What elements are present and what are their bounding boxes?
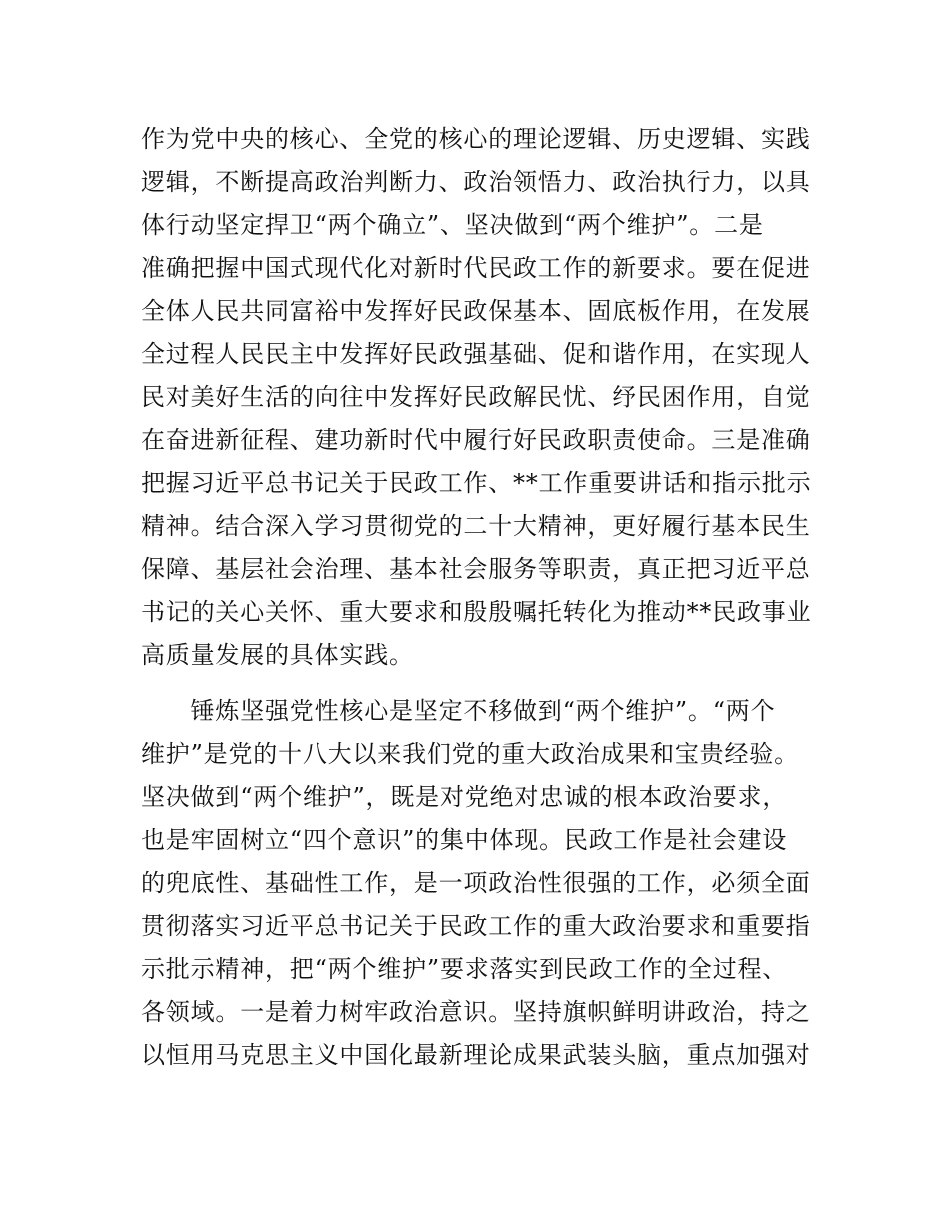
text-line: 高质量发展的具体实践。: [141, 641, 414, 669]
text-line: 把握习近平总书记关于民政工作、**工作重要讲话和指示批示: [141, 469, 812, 497]
text-line: 民对美好生活的向往中发挥好民政解民忧、纾民困作用，自觉: [141, 383, 811, 411]
text-line: 作为党中央的核心、全党的核心的理论逻辑、历史逻辑、实践: [141, 125, 811, 153]
text-line: 准确把握中国式现代化对新时代民政工作的新要求。要在促进: [141, 254, 811, 282]
paragraph-2: [141, 690, 821, 1077]
text-line: 维护”是党的十八大以来我们党的重大政治成果和宝贵经验。: [141, 740, 799, 768]
text-line: 书记的关心关怀、重大要求和殷殷嘱托转化为推动**民政事业: [141, 598, 812, 626]
text-line: 锤炼坚强党性核心是坚定不移做到“两个维护”。“两个: [141, 697, 776, 725]
text-line: 各领域。一是着力树牢政治意识。坚持旗帜鲜明讲政治，持之: [141, 998, 811, 1026]
text-line: 逻辑，不断提高政治判断力、政治领悟力、政治执行力，以具: [141, 168, 811, 196]
text-line: 示批示精神，把“两个维护”要求落实到民政工作的全过程、: [141, 955, 788, 983]
text-line: 精神。结合深入学习贯彻党的二十大精神，更好履行基本民生: [141, 512, 811, 540]
text-line: 在奋进新征程、建功新时代中履行好民政职责使命。三是准确: [141, 426, 811, 454]
text-line: 以恒用马克思主义中国化最新理论成果武装头脑，重点加强对: [141, 1041, 811, 1069]
text-line: 全过程人民民主中发挥好民政强基础、促和谐作用，在实现人: [141, 340, 811, 368]
text-line: 坚决做到“两个维护”，既是对党绝对忠诚的根本政治要求，: [141, 783, 788, 811]
text-line: 也是牢固树立“四个意识”的集中体现。民政工作是社会建设: [141, 826, 788, 854]
paragraph-1: [141, 118, 821, 677]
text-line: 体行动坚定捍卫“两个确立”、坚决做到“两个维护”。二是: [141, 211, 764, 239]
text-line: 全体人民共同富裕中发挥好民政保基本、固底板作用，在发展: [141, 297, 811, 325]
text-line: 贯彻落实习近平总书记关于民政工作的重大政治要求和重要指: [141, 912, 811, 940]
text-line: 保障、基层社会治理、基本社会服务等职责，真正把习近平总: [141, 555, 811, 583]
text-line: 的兜底性、基础性工作，是一项政治性很强的工作，必须全面: [141, 869, 811, 897]
